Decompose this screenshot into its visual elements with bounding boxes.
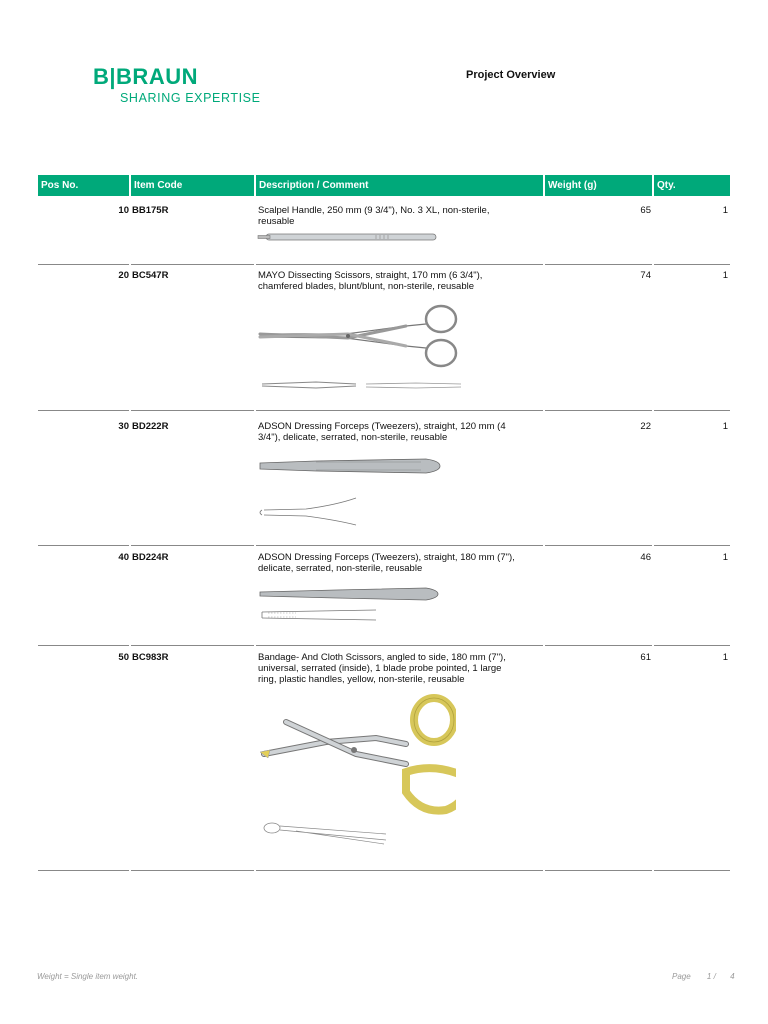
bandage-scissors-image xyxy=(256,692,456,852)
table-row xyxy=(38,270,730,410)
qty-value: 1 xyxy=(722,205,728,216)
description-line: ring, plastic handles, yellow, non-sterile, reusable xyxy=(258,674,465,685)
description xyxy=(258,652,548,685)
dissecting-scissors-image xyxy=(256,304,466,396)
scalpel-handle-image xyxy=(256,229,446,245)
footer-note: Weight = Single item weight. xyxy=(37,972,139,981)
table-row xyxy=(38,652,730,867)
weight-value: 22 xyxy=(640,421,651,432)
table-row xyxy=(38,421,730,541)
description xyxy=(258,270,548,292)
qty-value: 1 xyxy=(722,270,728,281)
forceps-120-image xyxy=(256,453,446,529)
qty-value: 1 xyxy=(722,652,728,663)
header-weight: Weight (g) xyxy=(545,175,652,196)
description-line: Scalpel Handle, 250 mm (9 3/4"), No. 3 XL, non-sterile, xyxy=(258,205,490,216)
page-current: 1 / xyxy=(706,972,716,981)
header-item-code: Item Code xyxy=(131,175,254,196)
description-line: MAYO Dissecting Scissors, straight, 170 mm (6 3/4"), xyxy=(258,270,483,281)
description-line: Bandage- And Cloth Scissors, angled to side, 180 mm (7"), xyxy=(258,652,506,663)
page-title: Project Overview xyxy=(466,69,556,81)
weight-value: 61 xyxy=(640,652,651,663)
item-code: BD222R xyxy=(132,421,169,432)
weight-value: 65 xyxy=(640,205,651,216)
item-code: BB175R xyxy=(132,205,169,216)
table-row xyxy=(38,552,730,637)
weight-value: 46 xyxy=(640,552,651,563)
pos-number: 40 xyxy=(118,552,129,563)
braun-logo xyxy=(93,66,261,105)
description-line: ADSON Dressing Forceps (Tweezers), straight, 180 mm (7"), xyxy=(258,552,515,563)
description xyxy=(258,552,548,574)
table-header xyxy=(38,175,730,196)
item-code: BC547R xyxy=(132,270,169,281)
page-indicator xyxy=(672,972,735,981)
qty-value: 1 xyxy=(722,421,728,432)
description-line: reusable xyxy=(258,216,295,227)
pos-number: 20 xyxy=(118,270,129,281)
page-total: 4 xyxy=(730,972,735,981)
pos-number: 50 xyxy=(118,652,129,663)
description-line: delicate, serrated, non-sterile, reusable xyxy=(258,563,423,574)
table-row xyxy=(38,205,730,265)
description xyxy=(258,205,548,227)
page-label: Page xyxy=(672,972,691,981)
pos-number: 30 xyxy=(118,421,129,432)
header-qty: Qty. xyxy=(654,175,730,196)
qty-value: 1 xyxy=(722,552,728,563)
pos-number: 10 xyxy=(118,205,129,216)
description-line: chamfered blades, blunt/blunt, non-sterile, reusable xyxy=(258,281,474,292)
logo-tagline: SHARING EXPERTISE xyxy=(120,91,261,105)
header-description: Description / Comment xyxy=(256,175,543,196)
logo-wordmark: B|BRAUN xyxy=(93,64,198,89)
forceps-180-image xyxy=(256,582,446,622)
description xyxy=(258,421,548,443)
description-line: 3/4"), delicate, serrated, non-sterile, reusable xyxy=(258,432,448,443)
weight-value: 74 xyxy=(640,270,651,281)
description-line: universal, serrated (inside), 1 blade probe pointed, 1 large xyxy=(258,663,502,674)
header-pos: Pos No. xyxy=(38,175,129,196)
description-line: ADSON Dressing Forceps (Tweezers), straight, 120 mm (4 xyxy=(258,421,506,432)
item-code: BC983R xyxy=(132,652,169,663)
item-code: BD224R xyxy=(132,552,169,563)
